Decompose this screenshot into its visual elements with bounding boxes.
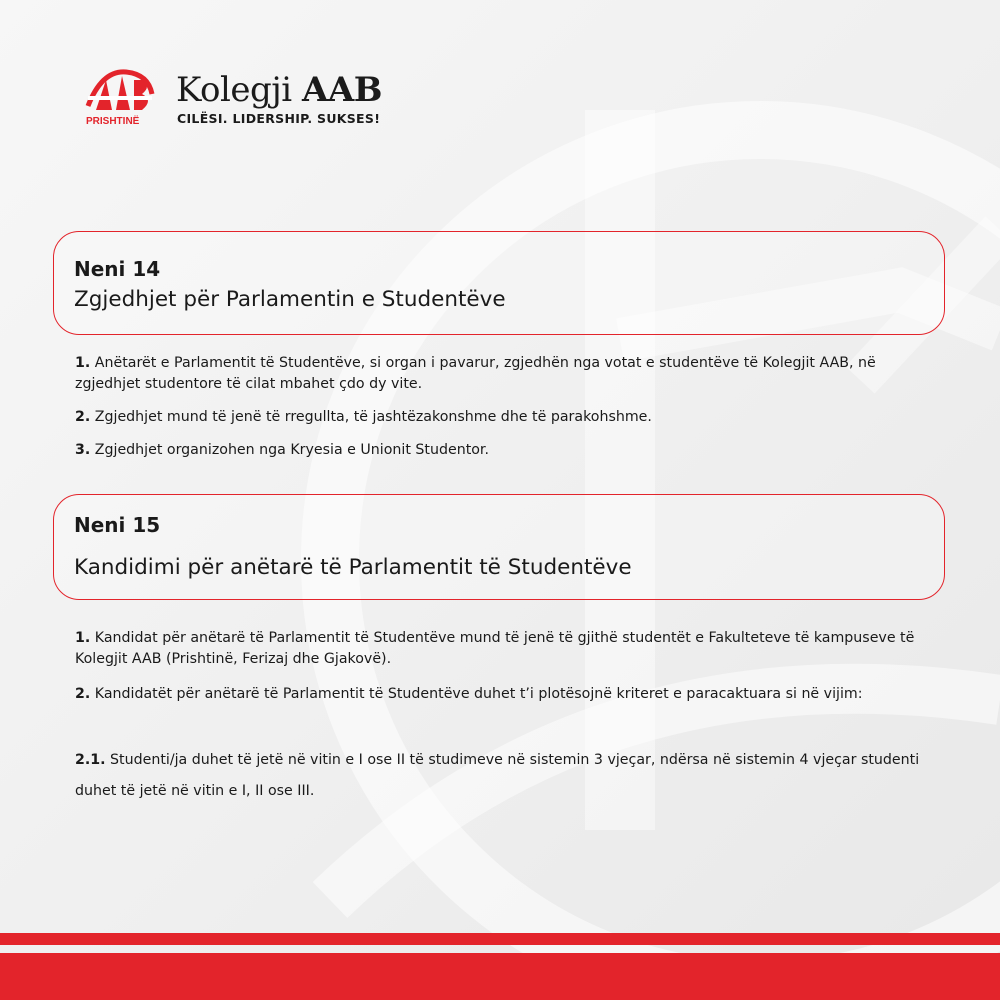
aab-emblem-icon bbox=[82, 66, 158, 128]
article-header-14 bbox=[53, 231, 945, 335]
brand-name bbox=[176, 70, 382, 110]
article-14-paragraph-3: 3. Zgjedhjet organizohen nga Kryesia e Unionit Studentor. bbox=[75, 442, 489, 458]
brand-name-regular: Kolegji bbox=[176, 70, 292, 110]
article-15-paragraph-1: 1. Kandidat për anëtarë të Parlamentit të Studentëve mund të jenë të gjithë studentët e Fakulteteve të kampuseve të Kolegjit AAB (Prishtinë, Ferizaj dhe Gjakovë). bbox=[75, 630, 915, 667]
brand-tagline: CILËSI. LIDERSHIP. SUKSES! bbox=[177, 111, 381, 126]
article-number: Neni 14 bbox=[74, 257, 161, 281]
kolegji-aab-logo bbox=[82, 66, 382, 130]
brand-name-bold: AAB bbox=[301, 70, 382, 110]
article-14-paragraph-2: 2. Zgjedhjet mund të jenë të rregullta, të jashtëzakonshme dhe të parakohshme. bbox=[75, 409, 652, 425]
article-header-15 bbox=[53, 494, 945, 600]
article-number: Neni 15 bbox=[74, 513, 161, 537]
emblem-caption: PRISHTINË bbox=[86, 116, 140, 127]
article-15-paragraph-2-1: 2.1. Studenti/ja duhet të jetë në vitin e I ose II të studimeve në sistemin 3 vjeçar, ndërsa në sistemin 4 vjeçar studenti duhet të jetë në vitin e I, II ose III. bbox=[75, 752, 920, 799]
footer-stripe-thin bbox=[0, 933, 1000, 945]
footer-stripe-thick bbox=[0, 953, 1000, 1000]
article-14-paragraph-1: 1. Anëtarët e Parlamentit të Studentëve, si organ i pavarur, zgjedhën nga votat e studentëve të Kolegjit AAB, në zgjedhjet studentore të cilat mbahet çdo dy vite. bbox=[75, 355, 876, 392]
article-15-paragraph-2: 2. Kandidatët për anëtarë të Parlamentit të Studentëve duhet t’i plotësojnë kriteret e paracaktuara si në vijim: bbox=[75, 686, 863, 702]
article-title: Kandidimi për anëtarë të Parlamentit të Studentëve bbox=[74, 555, 632, 580]
article-title: Zgjedhjet për Parlamentin e Studentëve bbox=[74, 287, 506, 312]
